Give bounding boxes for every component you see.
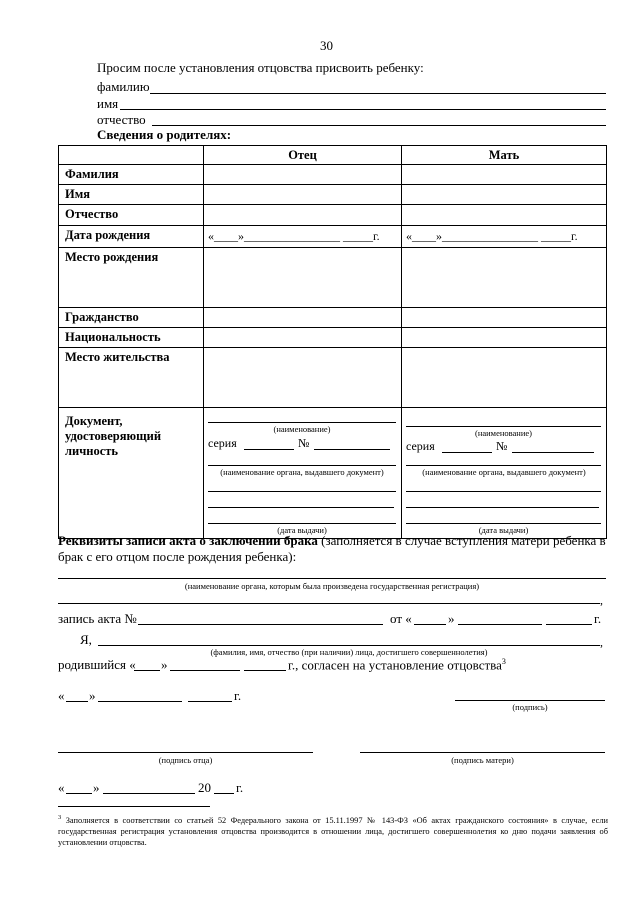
patronymic-field[interactable] xyxy=(152,125,606,126)
mother-number-label: № xyxy=(496,439,508,453)
consent-day-field[interactable] xyxy=(66,701,88,702)
born-month-field[interactable] xyxy=(170,670,240,671)
row-label-citizenship: Гражданство xyxy=(59,308,204,328)
mother-issuer-line xyxy=(406,465,601,466)
father-signature-caption: (подпись отца) xyxy=(158,755,213,765)
row-label-name: Имя xyxy=(59,185,204,205)
mother-signature-caption: (подпись матери) xyxy=(451,755,514,765)
page-number: 30 xyxy=(320,38,333,53)
record-day-field[interactable] xyxy=(414,624,446,625)
born-text-main: г., согласен на установление отцовства xyxy=(288,657,502,673)
row-label-residence: Место жительства xyxy=(59,348,204,408)
final-date-close: » xyxy=(93,780,100,795)
born-prefix: родившийся « xyxy=(58,657,136,672)
row-label-surname: Фамилия xyxy=(59,165,204,185)
name-label: имя xyxy=(97,96,119,111)
consent-fio-field[interactable] xyxy=(98,645,600,646)
consent-date-open: « xyxy=(58,688,65,703)
mother-series-field[interactable] xyxy=(442,452,492,453)
row-label-birth-place: Место рождения xyxy=(59,248,204,308)
born-day-field[interactable] xyxy=(134,670,160,671)
mother-issuer-field-1[interactable] xyxy=(406,491,601,492)
mother-issuer-field-2[interactable] xyxy=(406,507,599,508)
father-series-field[interactable] xyxy=(244,449,294,450)
father-birth-date-cell[interactable]: «____»________________ _____г. xyxy=(204,226,402,248)
father-patronymic-cell[interactable] xyxy=(204,205,402,226)
mother-birth-place-cell[interactable] xyxy=(402,248,607,308)
final-year-prefix: 20 xyxy=(198,780,211,795)
header-father: Отец xyxy=(204,146,402,165)
footnote xyxy=(58,812,608,848)
parents-table xyxy=(58,145,607,539)
mother-doc-name-caption: (наименование) xyxy=(474,428,533,438)
final-year-suffix: г. xyxy=(236,780,244,795)
record-label: запись акта № xyxy=(58,611,137,626)
father-doc-name-caption: (наименование) xyxy=(273,424,331,434)
father-signature-field[interactable] xyxy=(58,752,313,753)
father-issuer-field-2[interactable] xyxy=(208,507,394,508)
father-id-doc-cell[interactable] xyxy=(204,408,402,539)
father-number-label: № xyxy=(298,436,310,450)
consent-signature-caption: (подпись) xyxy=(512,702,548,712)
father-nationality-cell[interactable] xyxy=(204,328,402,348)
consent-footnote-mark: 3 xyxy=(501,657,506,666)
born-year-field[interactable] xyxy=(244,670,286,671)
mother-number-field[interactable] xyxy=(512,452,594,453)
consent-date-close: » xyxy=(89,688,96,703)
father-number-field[interactable] xyxy=(314,449,390,450)
consent-fio-caption: (фамилия, имя, отчество (при наличии) лица, достигшего совершеннолетия) xyxy=(210,647,488,657)
record-number-field[interactable] xyxy=(138,624,383,625)
father-series-label: серия xyxy=(208,436,237,450)
father-doc-name-line xyxy=(208,422,396,423)
mother-doc-name-line xyxy=(406,426,601,427)
row-label-nationality: Национальность xyxy=(59,328,204,348)
marriage-organ-field[interactable] xyxy=(58,578,606,579)
final-date-open: « xyxy=(58,780,65,795)
marriage-title-rest: (заполняется в случае вступления матери ребенка в брак с его отцом после рождения ребенка): xyxy=(58,533,606,564)
consent-year-field[interactable] xyxy=(188,701,232,702)
mother-patronymic-cell[interactable] xyxy=(402,205,607,226)
final-day-field[interactable] xyxy=(66,793,92,794)
father-issue-date-caption: (дата выдачи) xyxy=(277,525,327,535)
i-label: Я, xyxy=(80,632,92,647)
mother-id-doc-cell[interactable] xyxy=(402,408,607,539)
name-field[interactable] xyxy=(120,109,606,110)
consent-date-year: г. xyxy=(234,688,242,703)
record-year-field[interactable] xyxy=(546,624,592,625)
father-issuer-caption: (наименование органа, выдавшего документ) xyxy=(220,467,384,477)
consent-month-field[interactable] xyxy=(98,701,182,702)
header-empty xyxy=(59,146,204,165)
father-surname-cell[interactable] xyxy=(204,165,402,185)
born-quote-close: » xyxy=(161,657,168,672)
father-issue-date-field[interactable] xyxy=(208,523,396,524)
row-label-patronymic: Отчество xyxy=(59,205,204,226)
mother-name-cell[interactable] xyxy=(402,185,607,205)
father-citizenship-cell[interactable] xyxy=(204,308,402,328)
patronymic-label: отчество xyxy=(97,112,146,127)
record-month-field[interactable] xyxy=(458,624,542,625)
footnote-mark: 3 xyxy=(58,814,62,821)
marriage-organ-field-2[interactable] xyxy=(58,603,600,604)
surname-field[interactable] xyxy=(150,93,606,94)
final-year-field[interactable] xyxy=(214,793,234,794)
record-quote-close: » xyxy=(448,611,455,626)
row-label-id-doc: Документ, удостоверяющий личность xyxy=(59,408,204,539)
father-issuer-field-1[interactable] xyxy=(208,491,396,492)
mother-issuer-caption: (наименование органа, выдавшего документ) xyxy=(422,467,586,477)
mother-nationality-cell[interactable] xyxy=(402,328,607,348)
mother-issue-date-caption: (дата выдачи) xyxy=(478,525,529,535)
marriage-organ-caption: (наименование органа, которым была произведена государственная регистрация) xyxy=(184,581,480,591)
marriage-title xyxy=(58,533,608,565)
mother-series-label: серия xyxy=(406,439,435,453)
comma-1: , xyxy=(600,593,603,607)
request-intro: Просим после установления отцовства присвоить ребенку: xyxy=(97,60,424,75)
footnote-divider xyxy=(58,806,210,807)
mother-signature-field[interactable] xyxy=(360,752,605,753)
row-label-birth-date: Дата рождения xyxy=(59,226,204,248)
record-from-label: от « xyxy=(390,611,412,626)
mother-surname-cell[interactable] xyxy=(402,165,607,185)
mother-citizenship-cell[interactable] xyxy=(402,308,607,328)
final-month-field[interactable] xyxy=(103,793,195,794)
header-mother: Мать xyxy=(402,146,607,165)
parents-section-title: Сведения о родителях: xyxy=(97,127,232,142)
father-residence-cell[interactable] xyxy=(204,348,402,408)
father-issuer-line xyxy=(208,465,396,466)
record-year-suffix: г. xyxy=(594,611,602,626)
comma-2: , xyxy=(600,635,603,649)
surname-label: фамилию xyxy=(97,79,150,94)
marriage-title-bold: Реквизиты записи акта о заключении брака xyxy=(58,533,318,548)
mother-birth-date-cell[interactable]: «____»________________ _____г. xyxy=(402,226,607,248)
father-name-cell[interactable] xyxy=(204,185,402,205)
footnote-text: Заполняется в соответствии со статьей 52 Федерального закона от 15.11.1997 № 143-ФЗ «Об актах гражданского состояния» в случае, если государственная регистрация установления отцовства производится в отношении лица, достигшего совершеннолетия ко дню подачи заявления об установлении отцовства. xyxy=(58,815,608,847)
born-text xyxy=(288,657,506,673)
mother-issue-date-field[interactable] xyxy=(406,523,601,524)
father-birth-place-cell[interactable] xyxy=(204,248,402,308)
mother-residence-cell[interactable] xyxy=(402,348,607,408)
consent-signature-field[interactable] xyxy=(455,700,605,701)
